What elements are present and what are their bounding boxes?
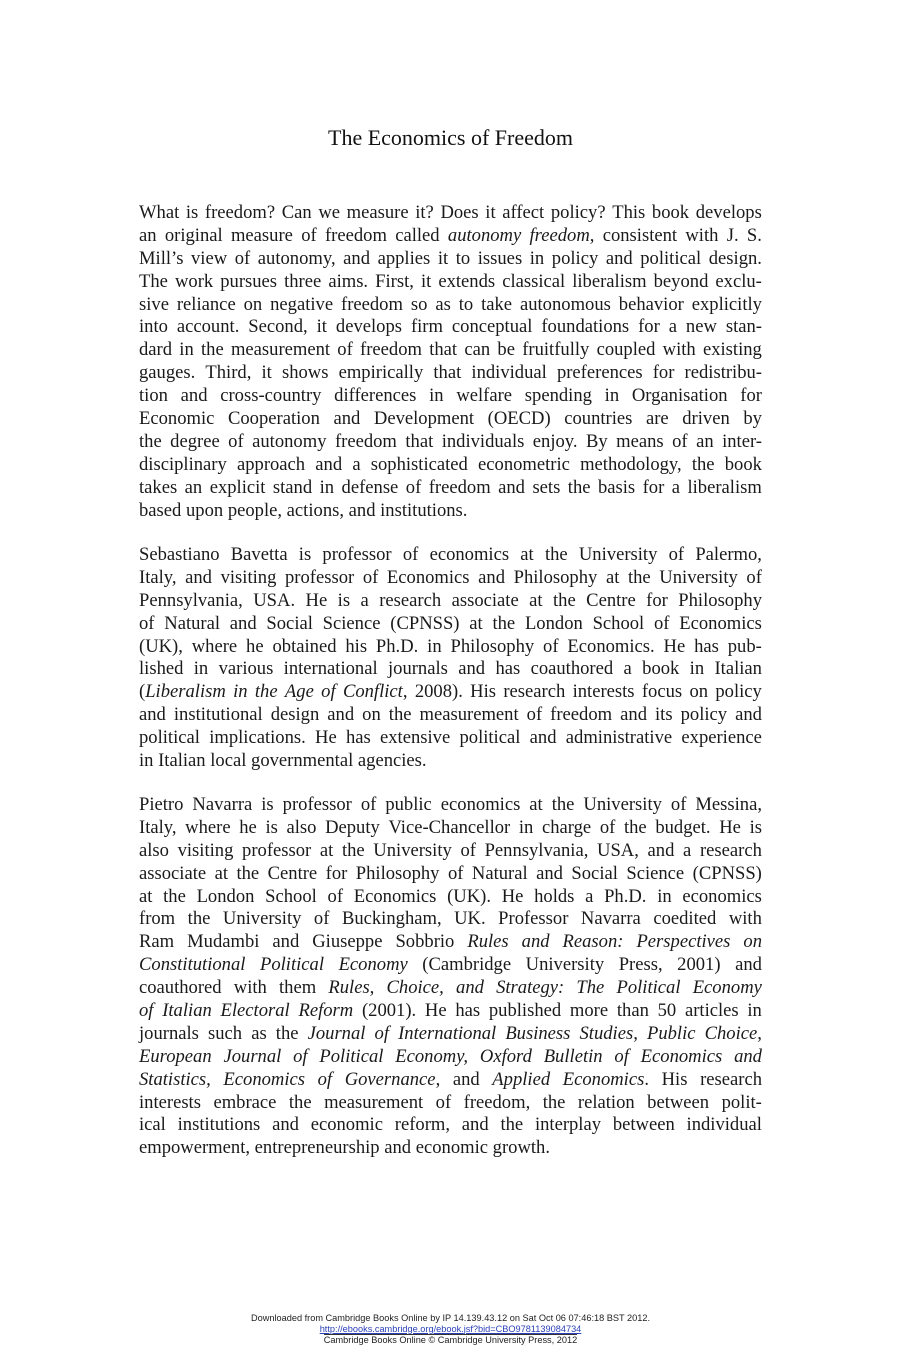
text-line: The work pursues three aims. First, it extends classical liberalism beyond exclu- <box>139 270 762 292</box>
text-line: journals such as the Journal of International Business Studies, Public Choice, <box>139 1022 762 1044</box>
text-line: of Natural and Social Science (CPNSS) at the London School of Economics <box>139 612 762 634</box>
text-line: tion and cross-country differences in welfare spending in Organisation for <box>139 385 762 407</box>
text-line: the degree of autonomy freedom that individuals enjoy. By means of an inter- <box>139 430 762 452</box>
text-line: takes an explicit stand in defense of freedom and sets the basis for a liberalism <box>139 476 762 498</box>
text-line: Italy, where he is also Deputy Vice-Chancellor in charge of the budget. He is <box>139 816 762 838</box>
download-notice: Downloaded from Cambridge Books Online by IP 14.139.43.12 on Sat Oct 06 07:46:18 BST 2012. <box>250 1313 651 1323</box>
text-line: Ram Mudambi and Giuseppe Sobbrio Rules and Reason: Perspectives on <box>139 931 762 953</box>
text-line: into account. Second, it develops firm conceptual foundations for a new stan- <box>139 316 762 338</box>
text-line: Constitutional Political Economy (Cambridge University Press, 2001) and <box>139 954 762 976</box>
text-line: What is freedom? Can we measure it? Does it affect policy? This book develops <box>139 202 762 223</box>
text-line: Sebastiano Bavetta is professor of economics at the University of Palermo, <box>139 544 762 565</box>
text-line: Italy, and visiting professor of Economics and Philosophy at the University of <box>139 566 762 588</box>
text-line: from the University of Buckingham, UK. Professor Navarra coedited with <box>139 908 762 930</box>
text-line: political implications. He has extensive political and administrative experience <box>139 727 762 749</box>
page-title: The Economics of Freedom <box>328 125 573 150</box>
text-line: coauthored with them Rules, Choice, and Strategy: The Political Economy <box>139 977 762 999</box>
text-line: associate at the Centre for Philosophy of Natural and Social Science (CPNSS) <box>139 862 762 884</box>
text-line: Economic Cooperation and Development (OECD) countries are driven by <box>139 408 762 430</box>
text-line: ical institutions and economic reform, and the interplay between individual <box>139 1114 762 1136</box>
text-line: European Journal of Political Economy, Oxford Bulletin of Economics and <box>139 1045 762 1067</box>
text-line: interests embrace the measurement of freedom, the relation between polit- <box>139 1091 762 1113</box>
text-line: Mill’s view of autonomy, and applies it to issues in policy and political design. <box>139 247 762 269</box>
text-line: based upon people, actions, and institutions. <box>139 499 468 521</box>
text-line: in Italian local governmental agencies. <box>139 750 427 772</box>
text-line: of Italian Electoral Reform (2001). He has published more than 50 articles in <box>139 1000 762 1022</box>
text-line: Pietro Navarra is professor of public economics at the University of Messina, <box>139 794 762 815</box>
text-line: at the London School of Economics (UK). He holds a Ph.D. in economics <box>139 885 762 907</box>
text-line: (Liberalism in the Age of Conflict, 2008). His research interests focus on policy <box>139 681 762 703</box>
book-description-paragraph <box>139 202 762 522</box>
text-line: sive reliance on negative freedom so as to take autonomous behavior explicitly <box>139 293 762 315</box>
text-line: Statistics, Economics of Governance, and Applied Economics. His research <box>139 1068 762 1090</box>
text-line: gauges. Third, it shows empirically that individual preferences for redistribu- <box>139 362 762 384</box>
text-line: an original measure of freedom called autonomy freedom, consistent with J. S. <box>139 224 762 246</box>
text-line: dard in the measurement of freedom that can be fruitfully coupled with existing <box>139 339 762 361</box>
text-line: and institutional design and on the measurement of freedom and its policy and <box>139 704 762 726</box>
text-line: also visiting professor at the University of Pennsylvania, USA, and a research <box>139 839 762 861</box>
copyright-notice: Cambridge Books Online © Cambridge University Press, 2012 <box>323 1335 578 1345</box>
ebook-link[interactable]: http://ebooks.cambridge.org/ebook.jsf?bid=CBO9781139084734 <box>319 1323 582 1334</box>
author-bio-bavetta-paragraph <box>139 544 762 773</box>
download-footer <box>0 1313 901 1346</box>
text-line: lished in various international journals and has coauthored a book in Italian <box>139 658 762 680</box>
text-line: disciplinary approach and a sophisticated econometric methodology, the book <box>139 453 762 475</box>
text-line: Pennsylvania, USA. He is a research associate at the Centre for Philosophy <box>139 589 762 611</box>
text-line: (UK), where he obtained his Ph.D. in Philosophy of Economics. He has pub- <box>139 635 762 657</box>
text-line: empowerment, entrepreneurship and economic growth. <box>139 1137 550 1159</box>
author-bio-navarra-paragraph <box>139 794 762 1160</box>
